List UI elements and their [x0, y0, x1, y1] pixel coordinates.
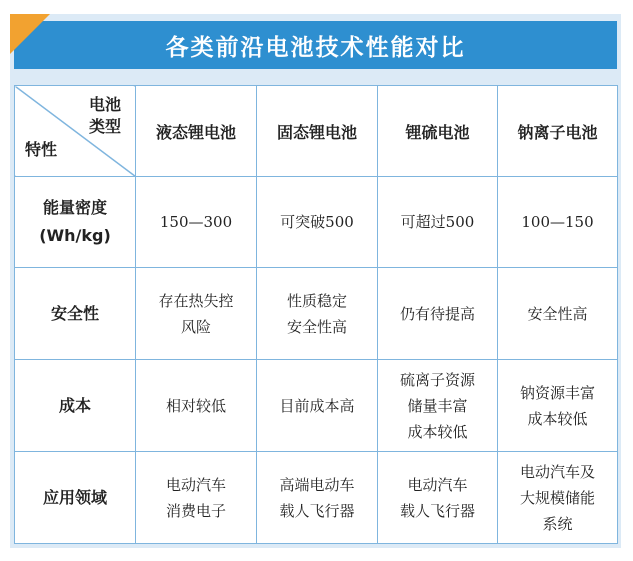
- table-cell: 安全性高: [498, 268, 618, 360]
- header-row: [15, 86, 618, 177]
- row-label-safety: 安全性: [15, 268, 136, 360]
- row-label-application: 应用领域: [15, 452, 136, 544]
- corner-header-cell: [15, 86, 136, 177]
- table-cell: 性质稳定 安全性高: [257, 268, 378, 360]
- table-row-energy-density: [15, 177, 618, 268]
- property-header: 特性: [25, 140, 58, 159]
- table-row-application: [15, 452, 618, 544]
- table-cell: 存在热失控 风险: [136, 268, 257, 360]
- column-header-liquid-lithium: 液态锂电池: [136, 86, 257, 177]
- table-cell: 可突破500: [257, 177, 378, 268]
- table-cell: 钠资源丰富 成本较低: [498, 360, 618, 452]
- table-row-cost: [15, 360, 618, 452]
- title-bar: [14, 21, 617, 69]
- column-header-sodium-ion: 钠离子电池: [498, 86, 618, 177]
- table-cell: 目前成本高: [257, 360, 378, 452]
- column-header-lithium-sulfur: 锂硫电池: [378, 86, 498, 177]
- table-cell: 电动汽车 消费电子: [136, 452, 257, 544]
- table-cell: 可超过500: [378, 177, 498, 268]
- table-cell: 电动汽车及 大规模储能 系统: [498, 452, 618, 544]
- table-cell: 高端电动车 载人飞行器: [257, 452, 378, 544]
- column-header-solid-lithium: 固态锂电池: [257, 86, 378, 177]
- battery-type-header: 电池 类型: [88, 95, 121, 136]
- corner-decoration: [10, 14, 50, 54]
- row-label-cost: 成本: [15, 360, 136, 452]
- page-title: 各类前沿电池技术性能对比: [165, 34, 466, 61]
- row-label-energy-density: 能量密度 (Wh/kg): [15, 177, 136, 268]
- table-cell: 150—300: [136, 177, 257, 268]
- table-row-safety: [15, 268, 618, 360]
- table-cell: 100—150: [498, 177, 618, 268]
- table-cell: 仍有待提高: [378, 268, 498, 360]
- table-cell: 硫离子资源 储量丰富 成本较低: [378, 360, 498, 452]
- comparison-table: [14, 85, 618, 544]
- table-cell: 相对较低: [136, 360, 257, 452]
- table-cell: 电动汽车 载人飞行器: [378, 452, 498, 544]
